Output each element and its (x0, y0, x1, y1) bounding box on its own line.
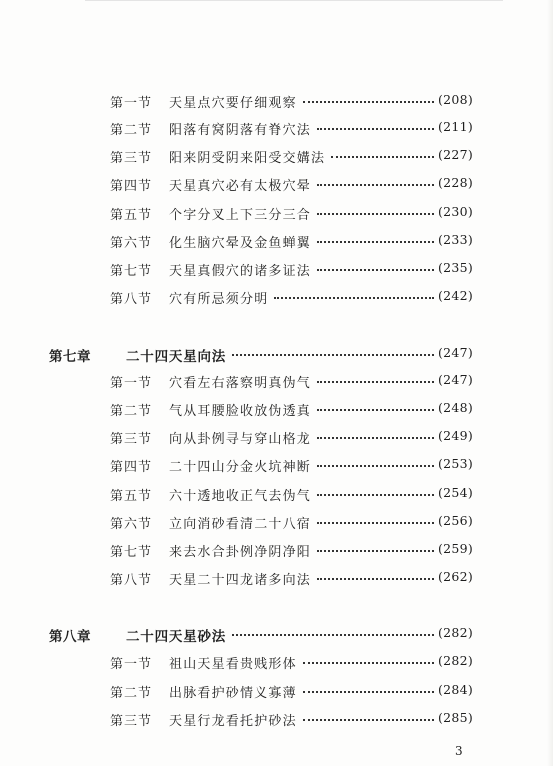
section-title: 天星点穴要仔细观察 (169, 96, 297, 111)
chapter-label: 第七章 (49, 349, 91, 365)
section-title: 出脉看护砂情义寡薄 (169, 686, 297, 701)
section-label: 第五节 (110, 489, 153, 504)
toc-section-row (0, 453, 553, 475)
section-label: 第二节 (110, 686, 153, 701)
dot-leader (317, 253, 434, 271)
dot-leader (303, 703, 434, 721)
chapter-title: 二十四天星砂法 (126, 629, 227, 645)
toc-section-row (0, 650, 553, 672)
section-title: 气从耳腰脸收放伪透真 (169, 404, 312, 419)
section-title: 阳来阴受阴来阳受交媾法 (169, 151, 326, 166)
section-title: 祖山天星看贵贱形体 (169, 657, 297, 672)
section-title: 六十透地收正气去伪气 (169, 489, 312, 504)
section-label: 第八节 (110, 292, 153, 307)
section-title: 二十四山分金火坑神断 (169, 460, 312, 475)
section-label: 第四节 (110, 460, 153, 475)
dot-leader (317, 225, 434, 243)
page-reference: (230) (438, 204, 474, 219)
toc-section-row (0, 482, 553, 504)
page-reference: (228) (438, 175, 474, 190)
dot-leader (274, 281, 434, 299)
dot-leader (317, 421, 434, 439)
section-title: 来去水合卦例净阴净阳 (169, 545, 312, 560)
page-reference: (227) (438, 147, 474, 162)
toc-section-row (0, 707, 553, 729)
page-reference: (247) (438, 372, 474, 387)
section-label: 第七节 (110, 545, 153, 560)
dot-leader (317, 478, 434, 496)
toc-section-row (0, 425, 553, 447)
section-label: 第一节 (110, 96, 153, 111)
toc-section-row (0, 510, 553, 532)
toc-section-row (0, 172, 553, 194)
page-reference: (233) (438, 232, 474, 247)
dot-leader (303, 646, 434, 664)
toc-section-row (0, 679, 553, 701)
toc-section-row (0, 285, 553, 307)
dot-leader (317, 365, 434, 383)
page-reference: (285) (438, 710, 474, 725)
dot-leader (317, 168, 434, 186)
section-title: 穴看左右落察明真伪气 (169, 376, 312, 391)
section-label: 第四节 (110, 179, 153, 194)
section-title: 阳落有窝阴落有脊穴法 (169, 123, 312, 138)
section-label: 第二节 (110, 404, 153, 419)
toc-section-row (0, 144, 553, 166)
section-label: 第三节 (110, 151, 153, 166)
section-label: 第一节 (110, 657, 153, 672)
dot-leader (317, 534, 434, 552)
dot-leader (232, 618, 434, 636)
section-label: 第一节 (110, 376, 153, 391)
toc-section-row (0, 257, 553, 279)
dot-leader (317, 197, 434, 215)
dot-leader (303, 675, 434, 693)
page-reference: (262) (438, 569, 474, 584)
section-label: 第三节 (110, 714, 153, 729)
dot-leader (317, 562, 434, 580)
section-label: 第七节 (110, 264, 153, 279)
section-title: 穴有所忌须分明 (169, 292, 269, 307)
section-title: 向从卦例寻与穿山格龙 (169, 432, 312, 447)
toc-section-row (0, 566, 553, 588)
section-label: 第三节 (110, 432, 153, 447)
page-reference: (235) (438, 260, 474, 275)
dot-leader (317, 506, 434, 524)
page-reference: (242) (438, 288, 474, 303)
toc-section-row (0, 89, 553, 111)
page-reference: (208) (438, 92, 474, 107)
toc-section-row (0, 116, 553, 138)
section-title: 天星真假穴的诸多证法 (169, 264, 312, 279)
page-reference: (254) (438, 485, 474, 500)
page-reference: (282) (438, 625, 474, 640)
chapter-title: 二十四天星向法 (126, 349, 227, 365)
toc-section-row (0, 369, 553, 391)
page-reference: (256) (438, 513, 474, 528)
dot-leader (331, 140, 434, 158)
section-label: 第六节 (110, 236, 153, 251)
section-title: 个字分叉上下三分三合 (169, 208, 312, 223)
dot-leader (317, 449, 434, 467)
dot-leader (303, 85, 434, 103)
page-reference: (259) (438, 541, 474, 556)
section-label: 第六节 (110, 517, 153, 532)
section-label: 第五节 (110, 208, 153, 223)
toc-section-row (0, 538, 553, 560)
page-reference: (211) (438, 119, 474, 134)
section-label: 第二节 (110, 123, 153, 138)
page-reference: (253) (438, 456, 474, 471)
section-title: 天星真穴必有太极穴晕 (169, 179, 312, 194)
page-reference: (248) (438, 400, 474, 415)
toc-chapter-row (0, 622, 553, 644)
dot-leader (232, 338, 434, 356)
section-title: 天星二十四龙诸多向法 (169, 573, 312, 588)
page-number: 3 (455, 744, 463, 758)
toc-section-row (0, 201, 553, 223)
page-reference: (284) (438, 682, 474, 697)
dot-leader (317, 393, 434, 411)
page-reference: (247) (438, 345, 474, 360)
section-title: 立向消砂看清二十八宿 (169, 517, 312, 532)
page-reference: (282) (438, 653, 474, 668)
section-title: 化生脑穴晕及金鱼蝉翼 (169, 236, 312, 251)
section-label: 第八节 (110, 573, 153, 588)
toc-chapter-row (0, 342, 553, 364)
page-reference: (249) (438, 428, 474, 443)
section-title: 天星行龙看托护砂法 (169, 714, 297, 729)
toc-section-row (0, 397, 553, 419)
toc-section-row (0, 229, 553, 251)
chapter-label: 第八章 (49, 629, 91, 645)
dot-leader (317, 112, 434, 130)
